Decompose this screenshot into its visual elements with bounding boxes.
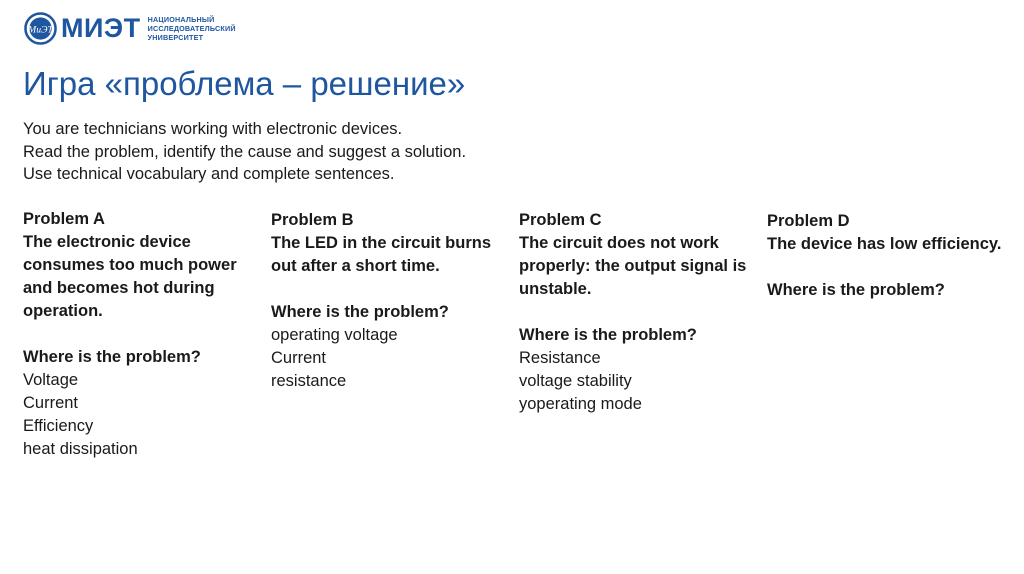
intro-line: Use technical vocabulary and complete sentences. xyxy=(23,165,395,183)
emblem-text: МиЭТ xyxy=(28,23,53,35)
option-item: operating voltage xyxy=(271,326,398,344)
problem-c-column xyxy=(519,209,755,416)
option-item: Efficiency xyxy=(23,417,94,435)
problem-a-column xyxy=(23,208,259,461)
logo-subtitle-line: УНИВЕРСИТЕТ xyxy=(147,32,204,42)
problem-heading: Problem C xyxy=(519,211,602,229)
problem-question: Where is the problem? xyxy=(519,326,697,344)
problem-question: Where is the problem? xyxy=(767,281,945,299)
spacer xyxy=(519,301,755,324)
option-item: Current xyxy=(271,349,327,367)
problem-description: The device has low efficiency. xyxy=(767,235,1002,253)
option-item: resistance xyxy=(271,372,347,390)
option-item: voltage stability xyxy=(519,372,632,390)
miet-logo xyxy=(24,10,236,46)
problem-description: The circuit does not work properly: the output signal is unstable. xyxy=(519,234,747,298)
problem-d-column xyxy=(767,210,1003,302)
problem-question: Where is the problem? xyxy=(271,303,449,321)
problem-description: The LED in the circuit burns out after a short time. xyxy=(271,234,492,275)
spacer xyxy=(767,256,1003,279)
spacer xyxy=(23,323,259,346)
option-item: Voltage xyxy=(23,371,79,389)
option-item: yoperating mode xyxy=(519,395,642,413)
spacer xyxy=(271,278,507,301)
intro-line: Read the problem, identify the cause and suggest a solution. xyxy=(23,142,467,161)
problem-description: The electronic device consumes too much power and becomes hot during operation. xyxy=(23,233,237,320)
problem-heading: Problem D xyxy=(767,212,850,230)
miet-emblem-icon xyxy=(24,12,57,45)
logo-name: МИЭТ xyxy=(61,12,141,43)
logo-subtitle-line: ИССЛЕДОВАТЕЛЬСКИЙ xyxy=(147,23,236,33)
problem-heading: Problem A xyxy=(23,210,105,228)
option-item: heat dissipation xyxy=(23,440,138,458)
slide-title: Игра «проблема – решение» xyxy=(23,65,466,102)
problem-question: Where is the problem? xyxy=(23,348,201,366)
logo-subtitle-line: НАЦИОНАЛЬНЫЙ xyxy=(147,14,215,24)
intro-text xyxy=(23,118,466,186)
intro-line: You are technicians working with electronic devices. xyxy=(23,120,403,138)
logo-subtitle xyxy=(148,15,236,42)
problem-heading: Problem B xyxy=(271,211,354,229)
option-item: Resistance xyxy=(519,349,601,367)
option-item: Current xyxy=(23,394,79,412)
problem-b-column xyxy=(271,209,507,393)
